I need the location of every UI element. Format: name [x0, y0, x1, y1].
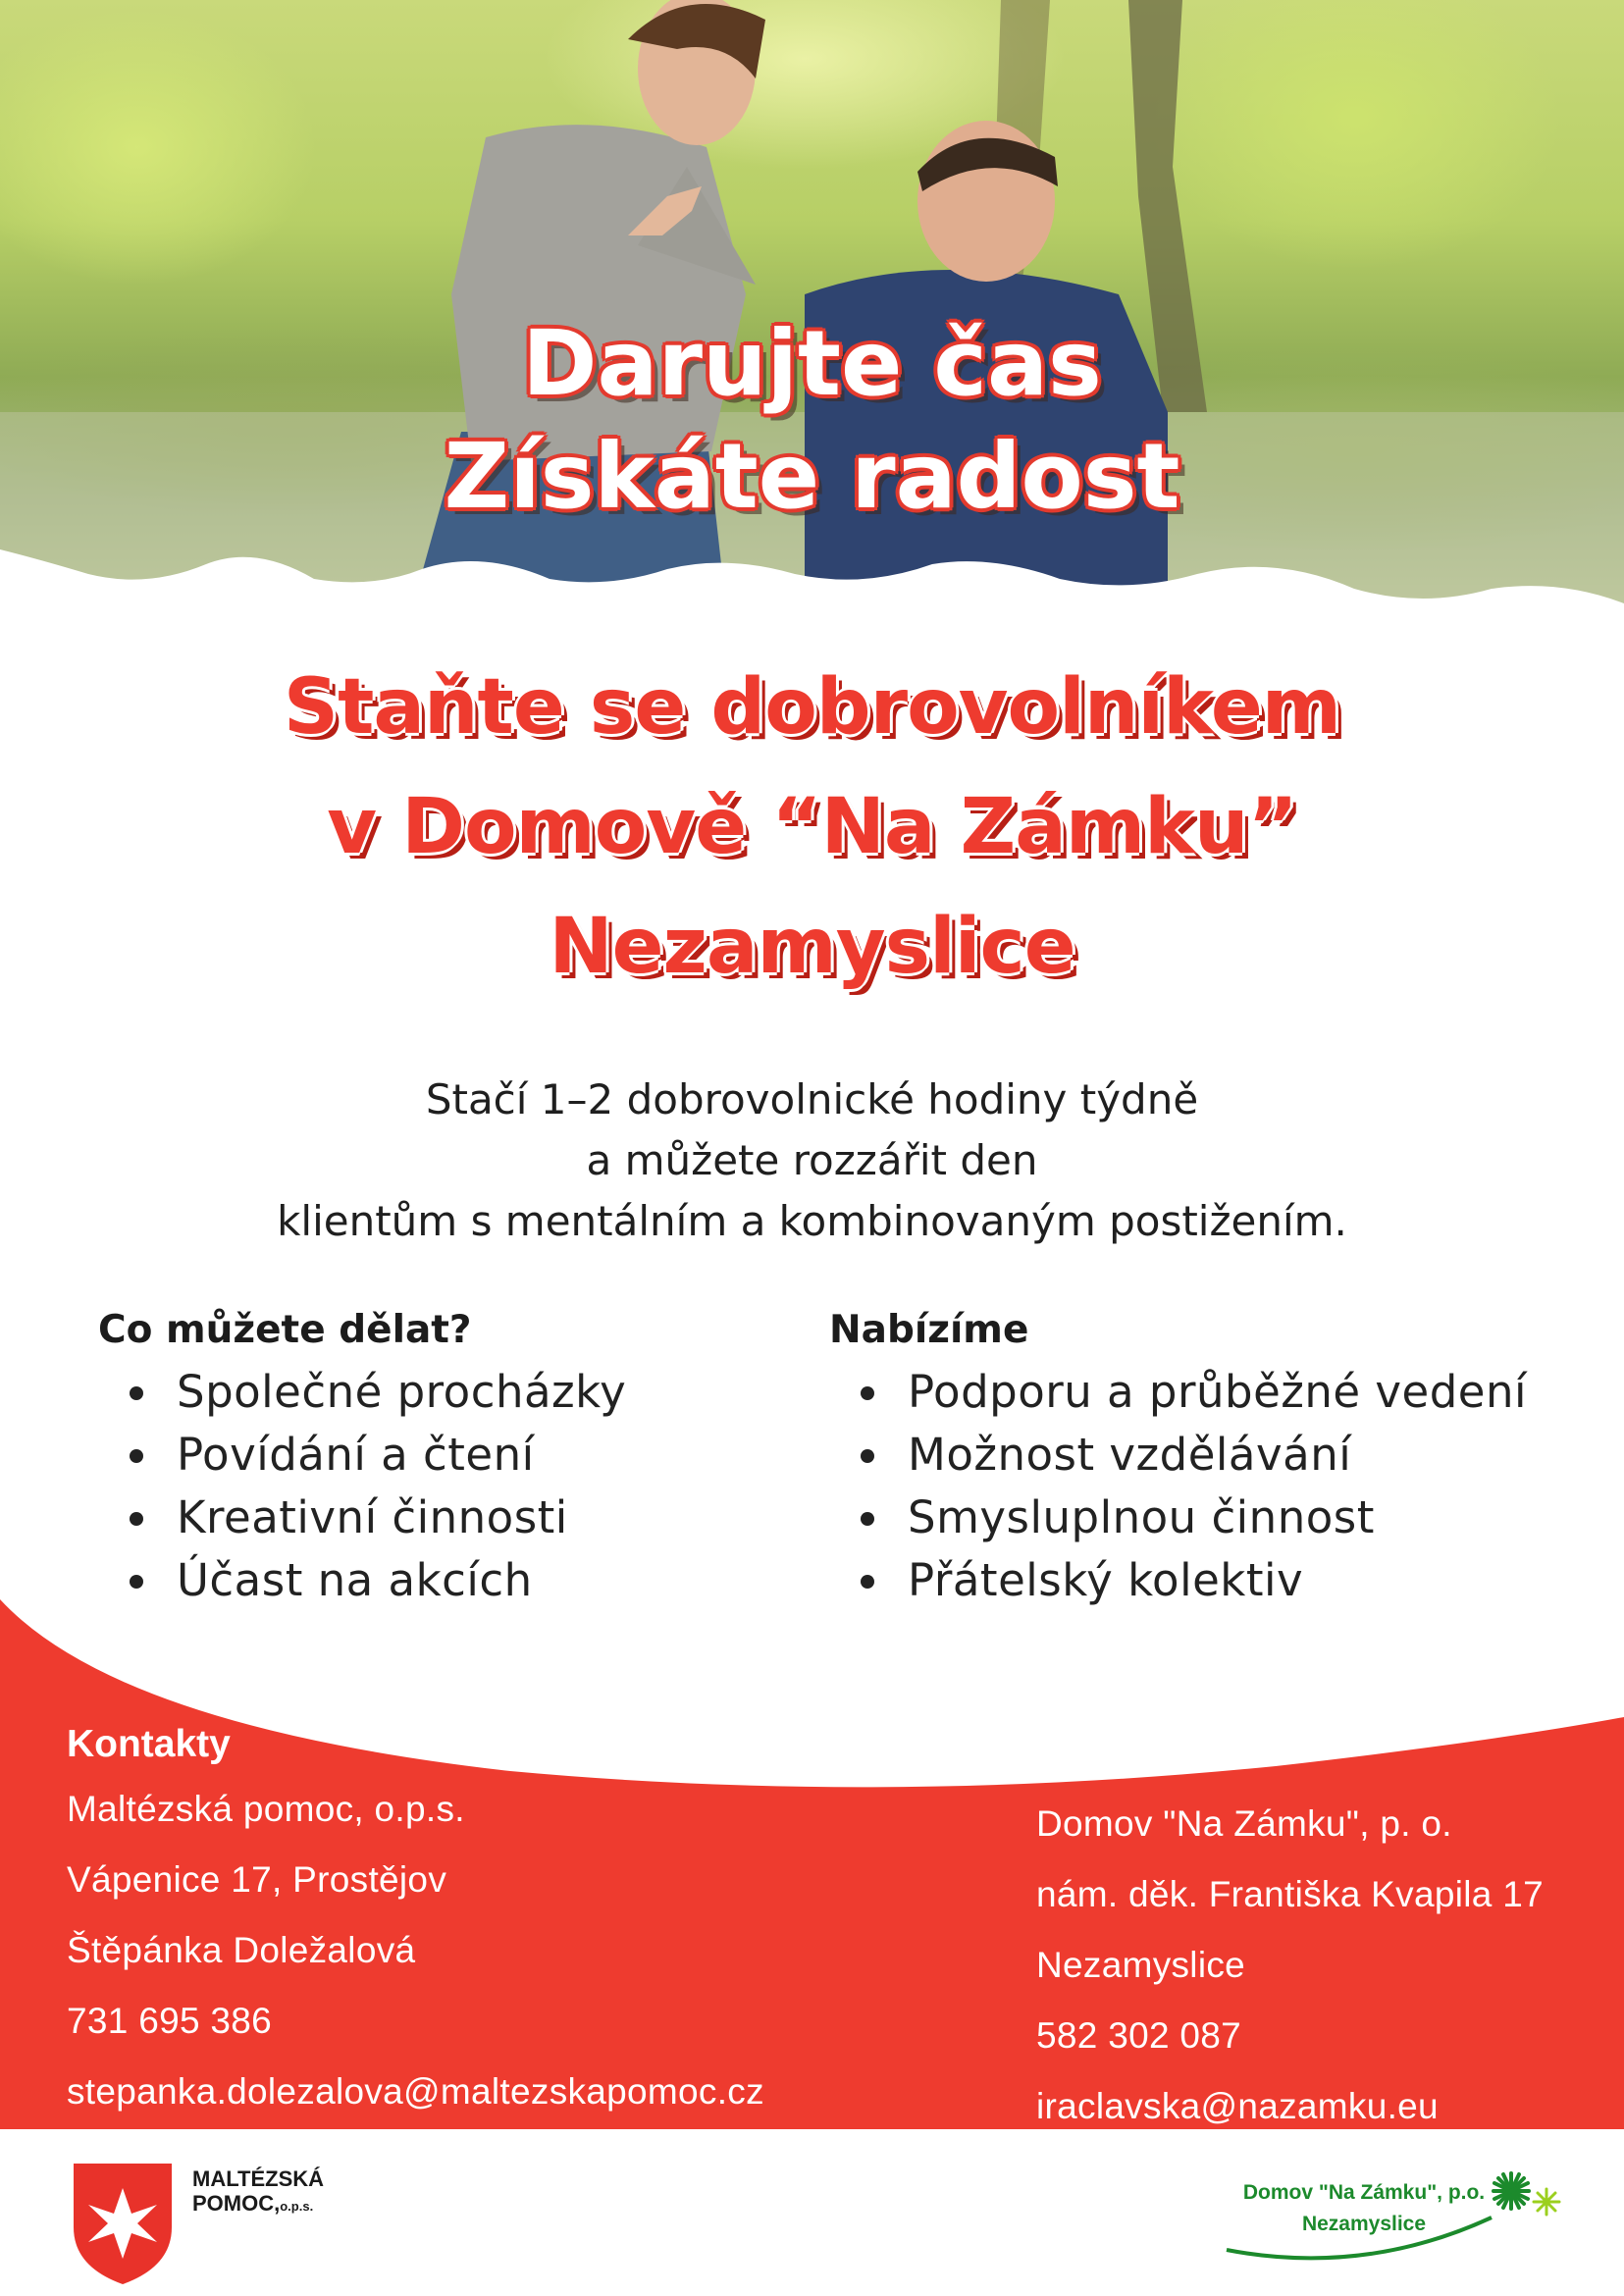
contact-org: Maltézská pomoc, o.p.s.: [67, 1789, 465, 1829]
maltezska-line-2: [192, 2191, 324, 2218]
maltezska-pomoc-word: POMOC,: [192, 2191, 281, 2216]
volunteer-title: [0, 648, 1624, 1007]
sun-swoosh-icon: [1207, 2164, 1599, 2271]
domov-na-zamku-logo: [1207, 2164, 1599, 2271]
list-item: Přátelský kolektiv: [829, 1549, 1527, 1612]
contact-address: Vápenice 17, Prostějov: [67, 1859, 447, 1900]
contact-person: Štěpánka Doležalová: [67, 1930, 416, 1970]
contact-city: Nezamyslice: [1036, 1945, 1246, 1985]
list-item: Účast na akcích: [98, 1549, 626, 1612]
maltezska-name: [192, 2166, 324, 2218]
headline-line-2: Získáte radost: [444, 424, 1180, 529]
volunteer-title-line-2: v Domově “Na Zámku”: [327, 783, 1297, 871]
offer-section: [829, 1300, 1527, 1612]
list-item: Společné procházky: [98, 1361, 626, 1424]
activities-heading: Co můžete dělat?: [98, 1308, 472, 1352]
intro-line-3: klientům s mentálním a kombinovaným postižením.: [277, 1197, 1347, 1245]
volunteer-title-line-1: Staňte se dobrovolníkem: [283, 663, 1341, 752]
contact-email[interactable]: iraclavska@nazamku.eu: [1036, 2086, 1439, 2126]
contact-org: Domov "Na Zámku", p. o.: [1036, 1803, 1452, 1844]
list-item: Kreativní činnosti: [98, 1487, 626, 1549]
intro-text: [0, 1070, 1624, 1252]
activities-section: [98, 1300, 626, 1612]
list-item: Podporu a průběžné vedení: [829, 1361, 1527, 1424]
domov-logo-line-2: Nezamyslice: [1301, 2213, 1427, 2235]
list-item: Smysluplnou činnost: [829, 1487, 1527, 1549]
maltezska-pomoc-logo: [69, 2159, 383, 2286]
contacts-left: [67, 1715, 764, 2127]
contact-email[interactable]: stepanka.dolezalova@maltezskapomoc.cz: [67, 2071, 764, 2112]
intro-line-2: a můžete rozzářit den: [586, 1136, 1038, 1184]
domov-logo-line-1: Domov "Na Zámku", p.o.: [1242, 2181, 1486, 2204]
maltezska-line-1: MALTÉZSKÁ: [192, 2166, 325, 2191]
hero-photo: [0, 0, 1624, 628]
maltese-cross-shield-icon: [69, 2159, 177, 2286]
contacts-heading: Kontakty: [67, 1723, 231, 1765]
list-item: Možnost vzdělávání: [829, 1424, 1527, 1487]
volunteer-title-line-3: Nezamyslice: [549, 903, 1075, 991]
contact-address: nám. děk. Františka Kvapila 17: [1036, 1874, 1544, 1914]
contact-phone[interactable]: 582 302 087: [1036, 2015, 1242, 2056]
contacts-right: [1036, 1789, 1544, 2142]
headline-line-1: Darujte čas: [522, 311, 1102, 416]
contact-phone[interactable]: 731 695 386: [67, 2001, 273, 2041]
intro-line-1: Stačí 1–2 dobrovolnické hodiny týdně: [425, 1075, 1199, 1123]
maltezska-suffix: o.p.s.: [280, 2199, 314, 2214]
list-item: Povídání a čtení: [98, 1424, 626, 1487]
offer-heading: Nabízíme: [829, 1308, 1029, 1352]
